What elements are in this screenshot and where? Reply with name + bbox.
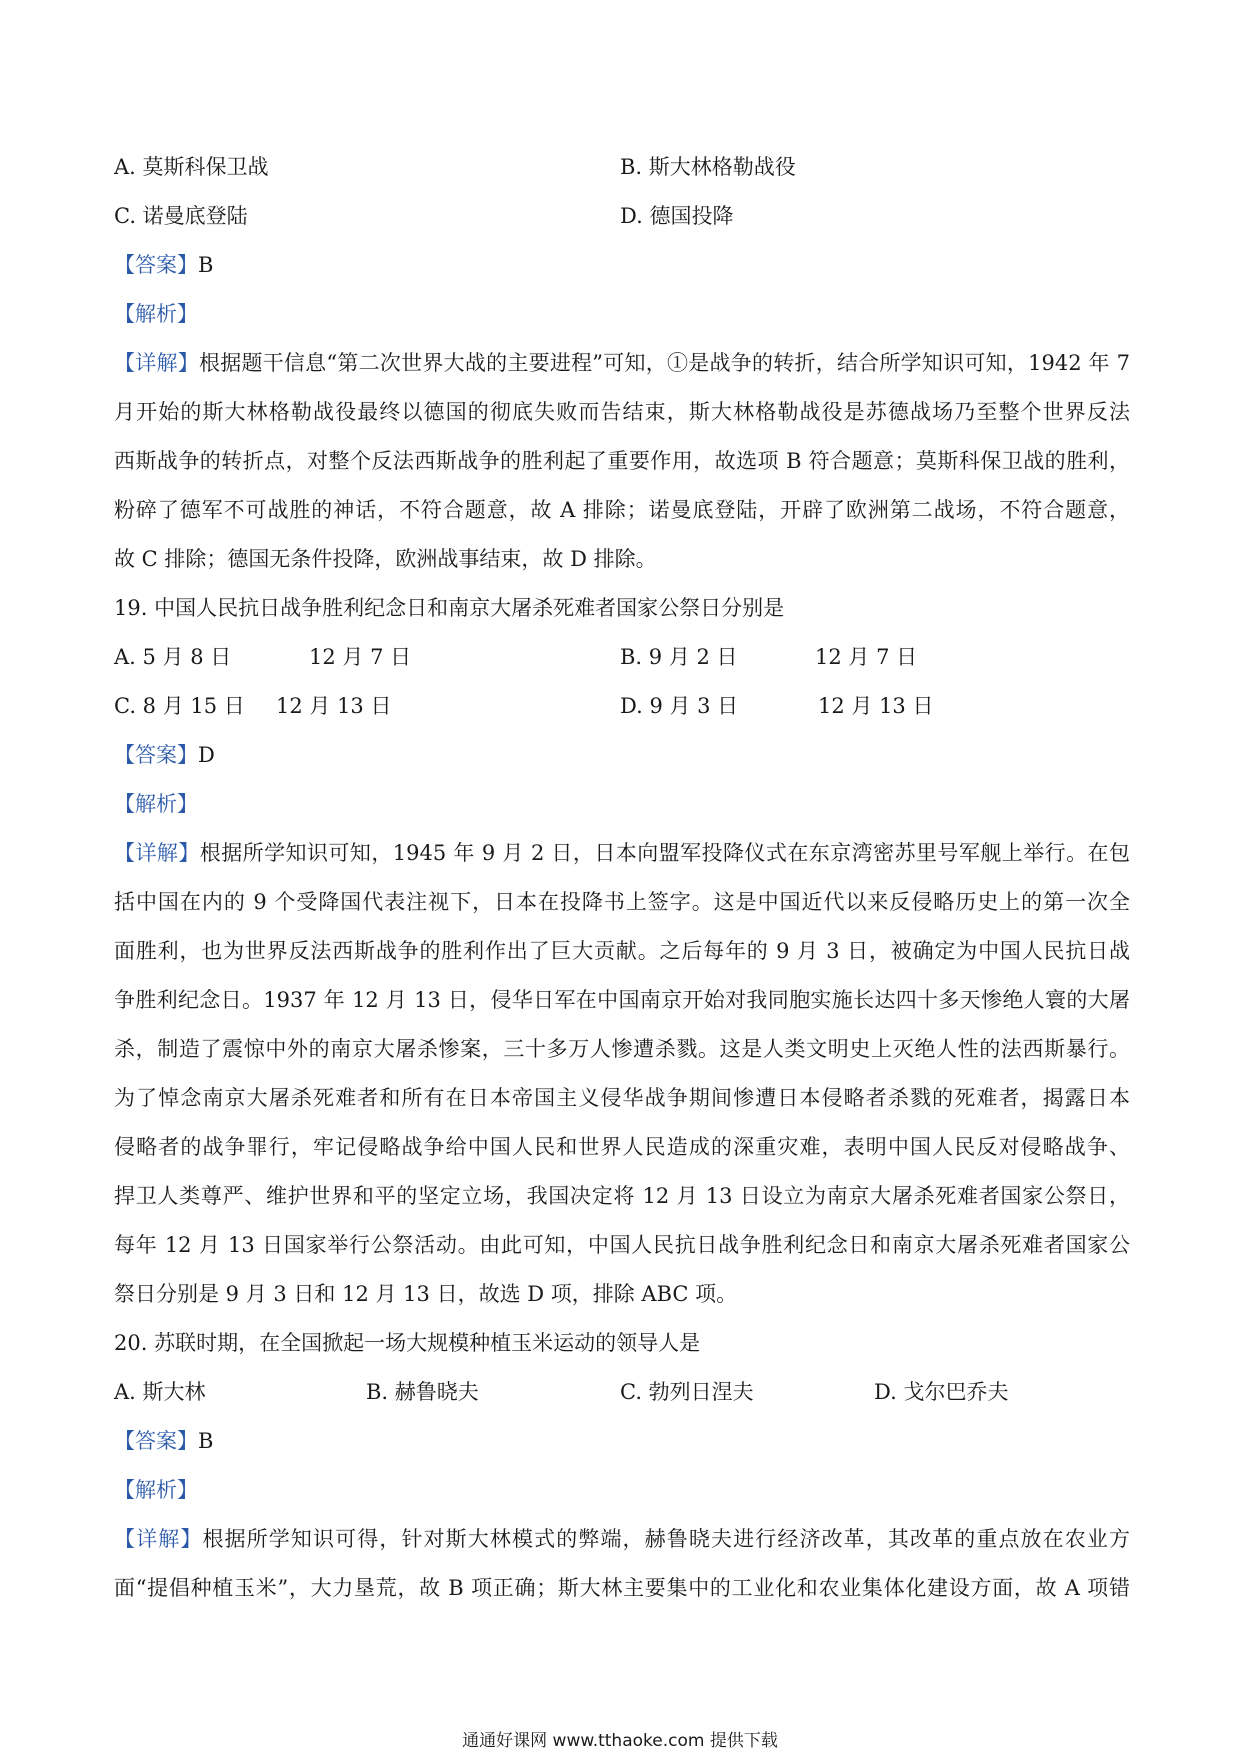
answer-tag: 【答案】 [114,1429,198,1453]
q19-option-a-second: 12 月 7 日 [309,645,412,669]
q19-detail-line: 侵略者的战争罪行，牢记侵略战争给中国人民和世界人民造成的深重灾难，表明中国人民反对侵略战争、 [114,1135,1130,1159]
q19-detail-line: 为了悼念南京大屠杀死难者和所有在日本帝国主义侵华战争期间惨遭日本侵略者杀戮的死难者，揭露日本 [114,1086,1130,1110]
q19-detail-line: 【详解】根据所学知识可知，1945 年 9 月 2 日，日本向盟军投降仪式在东京湾密苏里号军舰上举行。在包 [114,841,1130,865]
detail-tag: 【详解】 [114,1527,203,1551]
q20-option-a: A. 斯大林 [114,1380,206,1404]
q19-analysis-tag: 【解析】 [114,792,198,816]
q19-detail-line: 祭日分别是 9 月 3 日和 12 月 13 日，故选 D 项，排除 ABC 项。 [114,1282,738,1306]
q19-option-b: B. 9 月 2 日 [620,645,738,669]
q20-option-b: B. 赫鲁晓夫 [366,1380,479,1404]
q19-option-d-second: 12 月 13 日 [818,694,934,718]
q18-detail-line: 月开始的斯大林格勒战役最终以德国的彻底失败而告结束，斯大林格勒战役是苏德战场乃至整个世界反法 [114,400,1130,424]
detail-tag: 【详解】 [114,351,199,375]
q18-option-c: C. 诺曼底登陆 [114,204,248,228]
q18-option-d: D. 德国投降 [620,204,734,228]
q19-detail-line: 杀，制造了震惊中外的南京大屠杀惨案，三十多万人惨遭杀戮。这是人类文明史上灭绝人性的法西斯暴行。 [114,1037,1130,1061]
q19-detail-line: 每年 12 月 13 日国家举行公祭活动。由此可知，中国人民抗日战争胜利纪念日和南京大屠杀死难者国家公 [114,1233,1130,1257]
q18-option-a: A. 莫斯科保卫战 [114,155,269,179]
q19-detail-line: 捍卫人类尊严、维护世界和平的坚定立场，我国决定将 12 月 13 日设立为南京大屠杀死难者国家公祭日， [114,1184,1130,1208]
q18-detail-line: 故 C 排除；德国无条件投降，欧洲战事结束，故 D 排除。 [114,547,657,571]
q18-answer [114,252,1130,278]
q20-detail-line: 面“提倡种植玉米”，大力垦荒，故 B 项正确；斯大林主要集中的工业化和农业集体化建设方面，故 A 项错 [114,1576,1130,1600]
detail-tag: 【详解】 [114,841,200,865]
q20-analysis-tag: 【解析】 [114,1478,198,1502]
q19-detail-line: 面胜利，也为世界反法西斯战争的胜利作出了巨大贡献。之后每年的 9 月 3 日，被确定为中国人民抗日战 [114,939,1130,963]
q19-question: 19. 中国人民抗日战争胜利纪念日和南京大屠杀死难者国家公祭日分别是 [114,596,785,620]
answer-value: B [198,1429,214,1453]
q19-option-c: C. 8 月 15 日 [114,694,245,718]
q18-option-b: B. 斯大林格勒战役 [620,155,796,179]
q18-analysis-tag: 【解析】 [114,302,198,326]
answer-tag: 【答案】 [114,253,198,277]
answer-value: D [198,743,215,767]
q20-question: 20. 苏联时期，在全国掀起一场大规模种植玉米运动的领导人是 [114,1331,701,1355]
q19-option-a: A. 5 月 8 日 [114,645,232,669]
page-footer: 通通好课网 www.tthaoke.com 提供下载 [462,1731,778,1751]
q19-option-c-second: 12 月 13 日 [276,694,392,718]
answer-tag: 【答案】 [114,743,198,767]
q19-detail-line: 括中国在内的 9 个受降国代表注视下，日本在投降书上签字。这是中国近代以来反侵略历史上的第一次全 [114,890,1130,914]
q18-detail-line: 西斯战争的转折点，对整个反法西斯战争的胜利起了重要作用，故选项 B 符合题意；莫斯科保卫战的胜利， [114,449,1130,473]
q19-detail-line: 争胜利纪念日。1937 年 12 月 13 日，侵华日军在中国南京开始对我同胞实施长达四十多天惨绝人寰的大屠 [114,988,1130,1012]
q18-detail-line: 【详解】根据题干信息“第二次世界大战的主要进程”可知，①是战争的转折，结合所学知识可知，1942 年 7 [114,351,1130,375]
q20-option-c: C. 勃列日涅夫 [620,1380,754,1404]
q19-option-d: D. 9 月 3 日 [620,694,739,718]
answer-value: B [198,253,214,277]
q19-option-b-second: 12 月 7 日 [815,645,918,669]
q20-answer [114,1428,1130,1454]
q18-detail-line: 粉碎了德军不可战胜的神话，不符合题意，故 A 排除；诺曼底登陆，开辟了欧洲第二战场，不符合题意， [114,498,1130,522]
q20-detail-line: 【详解】根据所学知识可得，针对斯大林模式的弊端，赫鲁晓夫进行经济改革，其改革的重点放在农业方 [114,1527,1131,1551]
q20-option-d: D. 戈尔巴乔夫 [874,1380,1009,1404]
q19-answer [114,742,1130,768]
